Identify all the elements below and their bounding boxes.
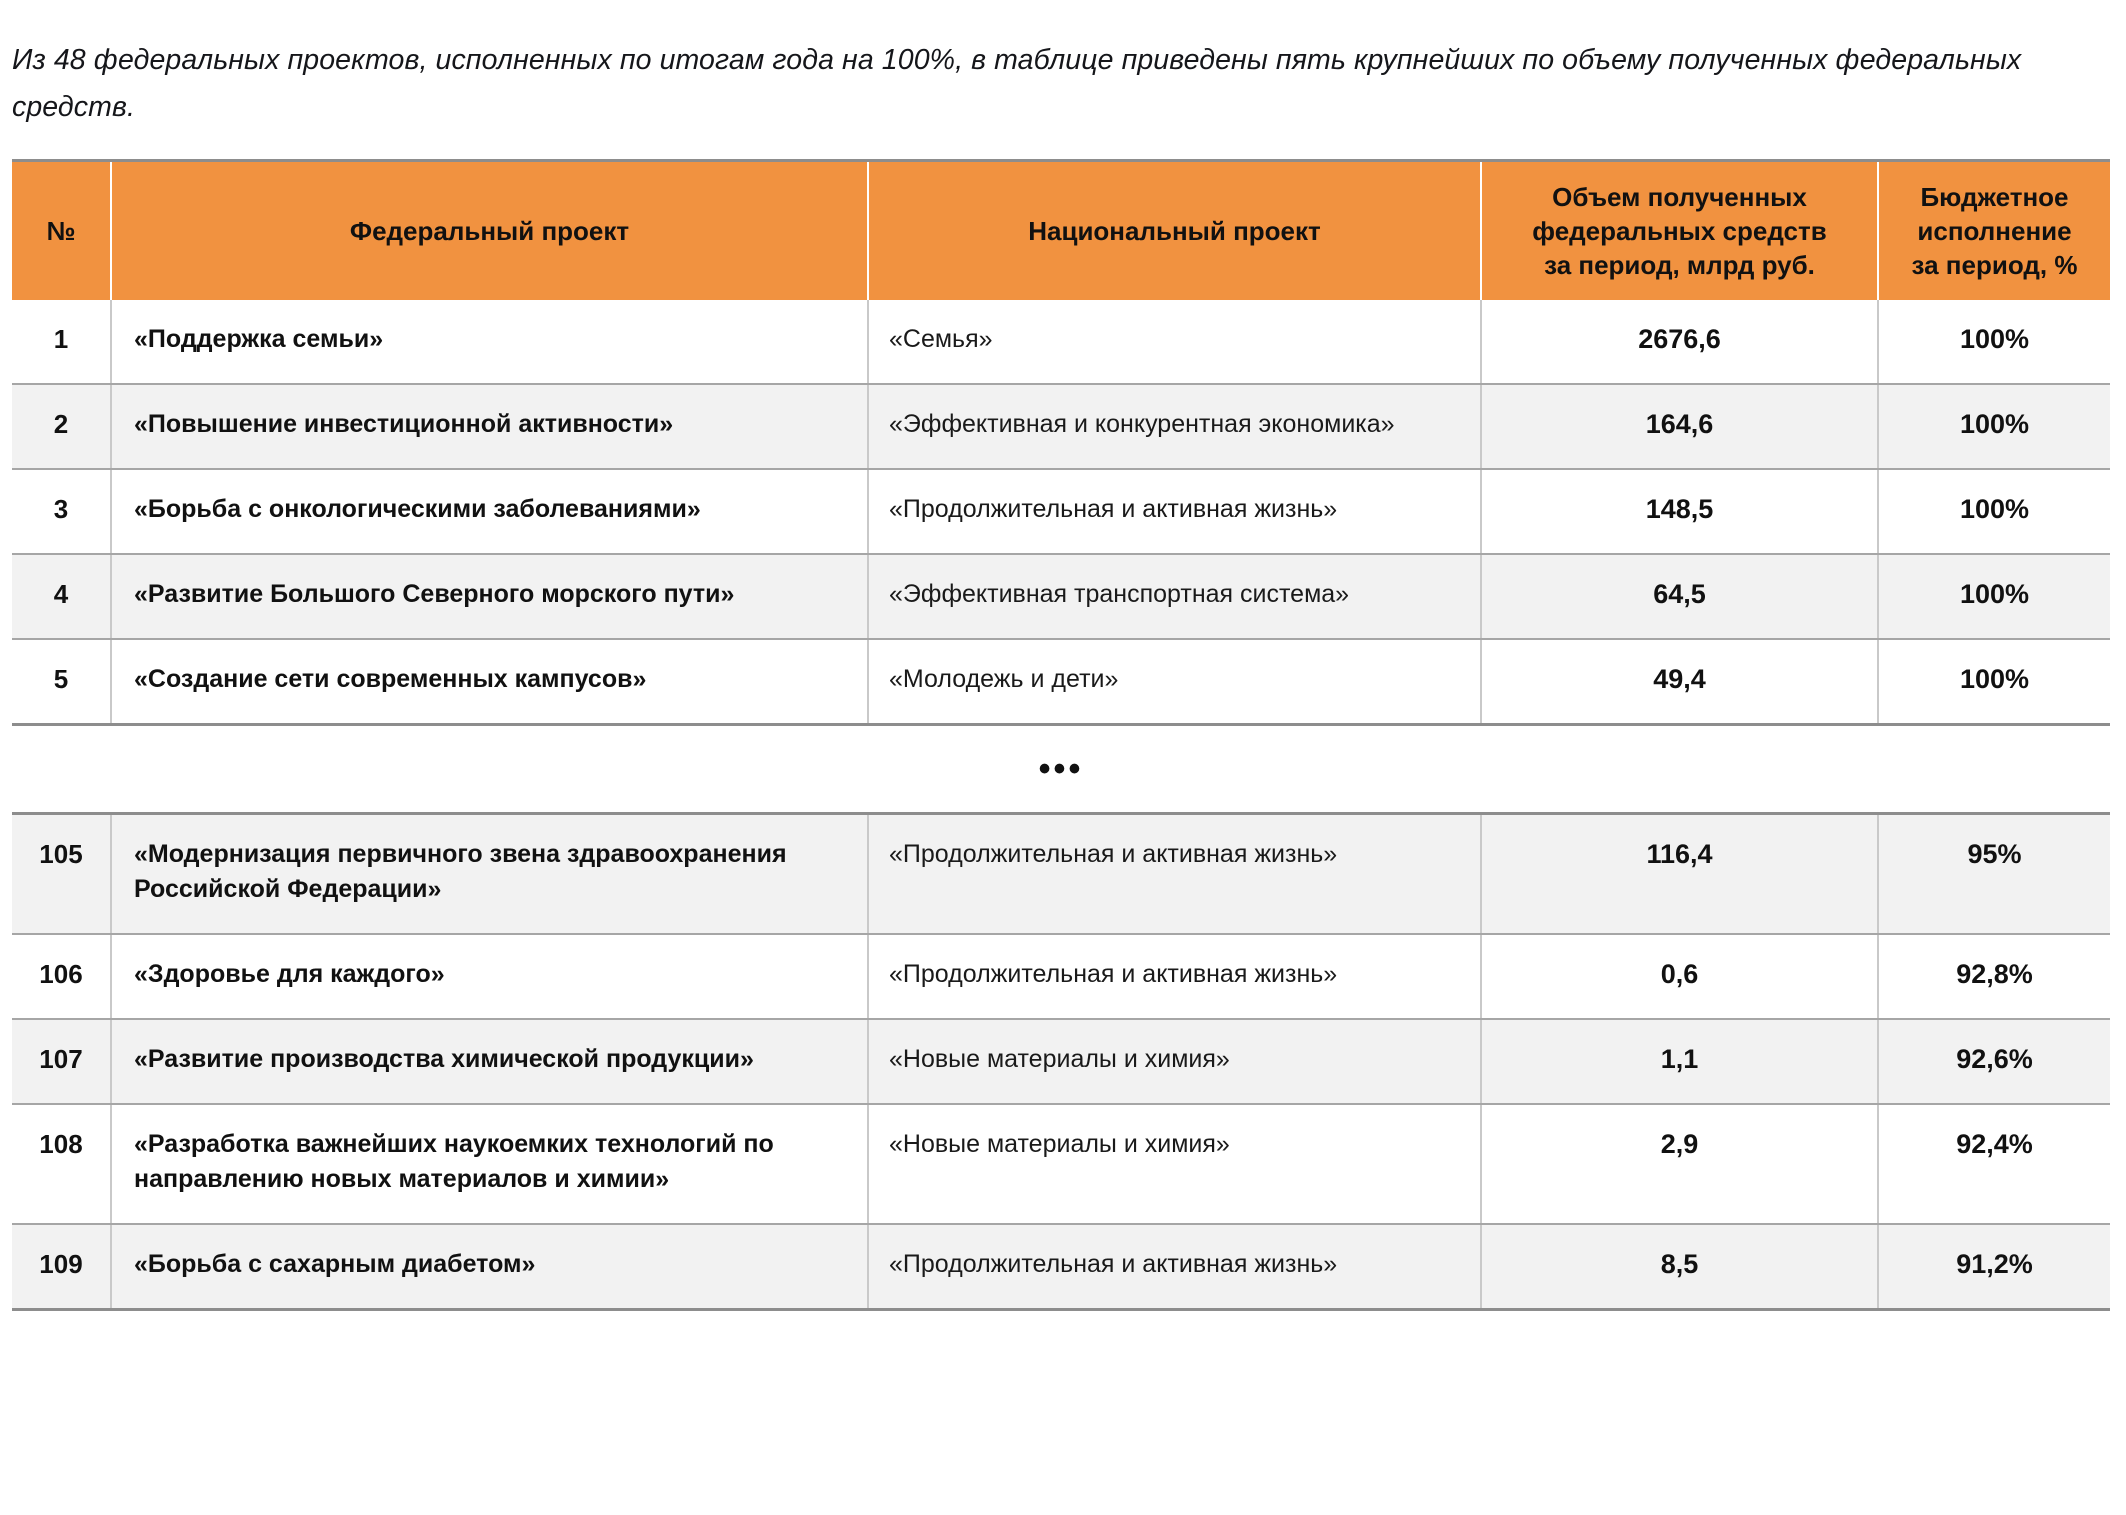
cell-federal-project: «Модернизация первичного звена здравоохранения Российской Федерации» (111, 814, 868, 935)
cell-federal-project: «Развитие производства химической продукции» (111, 1019, 868, 1104)
column-header-volume-line-2: федеральных средств (1532, 216, 1827, 246)
cell-execution: 95% (1878, 814, 2110, 935)
column-header-volume (1481, 161, 1878, 301)
cell-number: 2 (12, 384, 111, 469)
cell-national-project: «Семья» (868, 300, 1481, 384)
cell-number: 5 (12, 639, 111, 725)
cell-execution: 100% (1878, 554, 2110, 639)
table-row (12, 1104, 2110, 1224)
cell-federal-project: «Разработка важнейших наукоемких технологий по направлению новых материалов и химии» (111, 1104, 868, 1224)
cell-national-project: «Новые материалы и химия» (868, 1104, 1481, 1224)
cell-volume: 2676,6 (1481, 300, 1878, 384)
cell-number: 108 (12, 1104, 111, 1224)
column-header-federal-project: Федеральный проект (111, 161, 868, 301)
cell-execution: 91,2% (1878, 1224, 2110, 1310)
cell-number: 109 (12, 1224, 111, 1310)
cell-national-project: «Продолжительная и активная жизнь» (868, 934, 1481, 1019)
table-row (12, 1224, 2110, 1310)
table-header (12, 161, 2110, 301)
cell-federal-project: «Борьба с онкологическими заболеваниями» (111, 469, 868, 554)
table-row (12, 300, 2110, 384)
table-row (12, 1019, 2110, 1104)
cell-volume: 148,5 (1481, 469, 1878, 554)
cell-execution: 100% (1878, 469, 2110, 554)
cell-national-project: «Продолжительная и активная жизнь» (868, 1224, 1481, 1310)
column-header-volume-line-1: Объем полученных (1552, 182, 1807, 212)
table-row (12, 814, 2110, 935)
column-header-execution (1878, 161, 2110, 301)
cell-volume: 49,4 (1481, 639, 1878, 725)
cell-national-project: «Продолжительная и активная жизнь» (868, 814, 1481, 935)
column-header-execution-line-3: за период, % (1911, 250, 2078, 280)
cell-national-project: «Новые материалы и химия» (868, 1019, 1481, 1104)
cell-federal-project: «Борьба с сахарным диабетом» (111, 1224, 868, 1310)
table-separator-row (12, 725, 2110, 814)
cell-execution: 92,6% (1878, 1019, 2110, 1104)
cell-national-project: «Молодежь и дети» (868, 639, 1481, 725)
cell-execution: 100% (1878, 300, 2110, 384)
table-row (12, 384, 2110, 469)
cell-execution: 100% (1878, 639, 2110, 725)
cell-national-project: «Эффективная и конкурентная экономика» (868, 384, 1481, 469)
column-header-execution-line-1: Бюджетное (1920, 182, 2069, 212)
cell-volume: 0,6 (1481, 934, 1878, 1019)
column-header-execution-line-2: исполнение (1917, 216, 2072, 246)
cell-volume: 164,6 (1481, 384, 1878, 469)
cell-federal-project: «Поддержка семьи» (111, 300, 868, 384)
cell-number: 3 (12, 469, 111, 554)
cell-execution: 92,8% (1878, 934, 2110, 1019)
cell-federal-project: «Создание сети современных кампусов» (111, 639, 868, 725)
page-root (0, 29, 2126, 1515)
cell-volume: 8,5 (1481, 1224, 1878, 1310)
federal-projects-table (12, 159, 2110, 1311)
cell-federal-project: «Повышение инвестиционной активности» (111, 384, 868, 469)
table-container (0, 159, 2126, 1311)
table-row (12, 469, 2110, 554)
cell-number: 106 (12, 934, 111, 1019)
table-body (12, 300, 2110, 1310)
table-row (12, 934, 2110, 1019)
table-row (12, 554, 2110, 639)
cell-execution: 100% (1878, 384, 2110, 469)
cell-execution: 92,4% (1878, 1104, 2110, 1224)
table-header-row (12, 161, 2110, 301)
ellipsis-indicator: ••• (12, 725, 2110, 814)
cell-number: 4 (12, 554, 111, 639)
cell-volume: 116,4 (1481, 814, 1878, 935)
cell-federal-project: «Развитие Большого Северного морского пути» (111, 554, 868, 639)
cell-volume: 64,5 (1481, 554, 1878, 639)
cell-national-project: «Эффективная транспортная система» (868, 554, 1481, 639)
cell-number: 1 (12, 300, 111, 384)
cell-federal-project: «Здоровье для каждого» (111, 934, 868, 1019)
cell-number: 107 (12, 1019, 111, 1104)
cell-number: 105 (12, 814, 111, 935)
cell-national-project: «Продолжительная и активная жизнь» (868, 469, 1481, 554)
column-header-number: № (12, 161, 111, 301)
column-header-volume-line-3: за период, млрд руб. (1544, 250, 1815, 280)
table-row (12, 639, 2110, 725)
column-header-national-project: Национальный проект (868, 161, 1481, 301)
cell-volume: 2,9 (1481, 1104, 1878, 1224)
intro-paragraph: Из 48 федеральных проектов, исполненных по итогам года на 100%, в таблице приведены пять крупнейших по объему полученных федеральных средств. (12, 43, 2030, 123)
cell-volume: 1,1 (1481, 1019, 1878, 1104)
